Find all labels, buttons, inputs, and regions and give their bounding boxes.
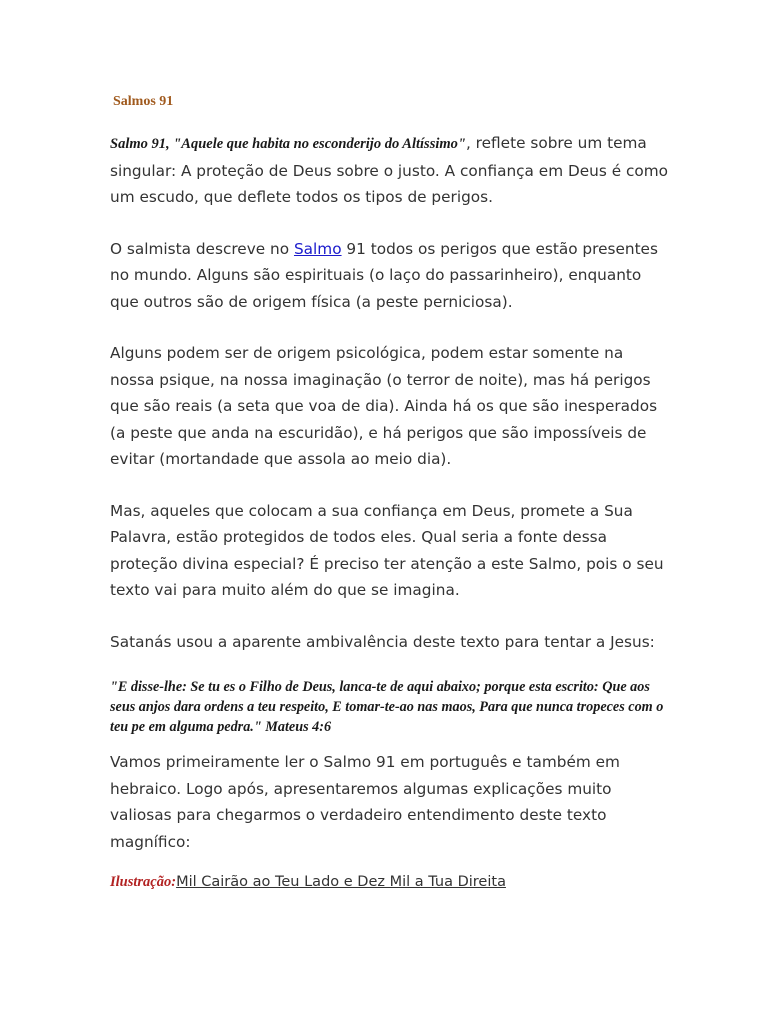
illustration-label: Ilustração: bbox=[110, 874, 177, 890]
intro-text: , reflete sobre um tema singular: A proteção de Deus sobre o justo. A confiança em Deus é como um escudo, que deflete todos os tipos de perigos. bbox=[110, 134, 668, 206]
paragraph-confidence: Mas, aqueles que colocam a sua confiança em Deus, promete a Sua Palavra, estão protegidos de todos eles. Qual seria a fonte dessa proteção divina especial? É preciso ter atenção a este Salmo, pois o seu texto vai para muito além do que se imagina. bbox=[110, 501, 664, 599]
illustration-link[interactable]: Mil Cairão ao Teu Lado e Dez Mil a Tua Direita bbox=[176, 874, 506, 890]
document-page bbox=[110, 92, 670, 894]
paragraph-dangers bbox=[110, 236, 670, 316]
paragraph-reading: Vamos primeiramente ler o Salmo 91 em português e também em hebraico. Logo após, apresentaremos algumas explicações muito valiosas para chegarmos o verdadeiro entendimento deste texto magnífico: bbox=[110, 753, 620, 851]
dangers-text-before: O salmista descreve no bbox=[110, 239, 294, 258]
paragraph-intro bbox=[110, 130, 670, 211]
intro-lead: Salmo 91, "Aquele que habita no esconderijo do Altíssimo" bbox=[110, 136, 466, 152]
document-title: Salmos 91 bbox=[113, 94, 174, 109]
dangers-text-after: 91 todos os perigos que estão presentes no mundo. Alguns são espirituais (o laço do passarinheiro), enquanto que outros são de origem física (a peste perniciosa). bbox=[110, 239, 658, 311]
paragraph-psychological: Alguns podem ser de origem psicológica, podem estar somente na nossa psique, na nossa imaginação (o terror de noite), mas há perigos que são reais (a seta que voa de dia). Ainda há os que são inesperados (a peste que anda na escuridão), e há perigos que são impossíveis de evitar (mortandade que assola ao meio dia). bbox=[110, 344, 658, 468]
illustration-line bbox=[110, 869, 670, 894]
bible-quote: "E disse-lhe: Se tu es o Filho de Deus, lanca-te de aqui abaixo; porque esta escrito: Que aos seus anjos dara ordens a teu respeito, E tomar-te-ao nas maos, Para que nunca tropeces com o teu pe em alguma pedra." Mateus 4:6 bbox=[110, 679, 664, 735]
paragraph-satan: Satanás usou a aparente ambivalência deste texto para tentar a Jesus: bbox=[110, 632, 655, 651]
salmo-link[interactable]: Salmo bbox=[293, 239, 342, 258]
